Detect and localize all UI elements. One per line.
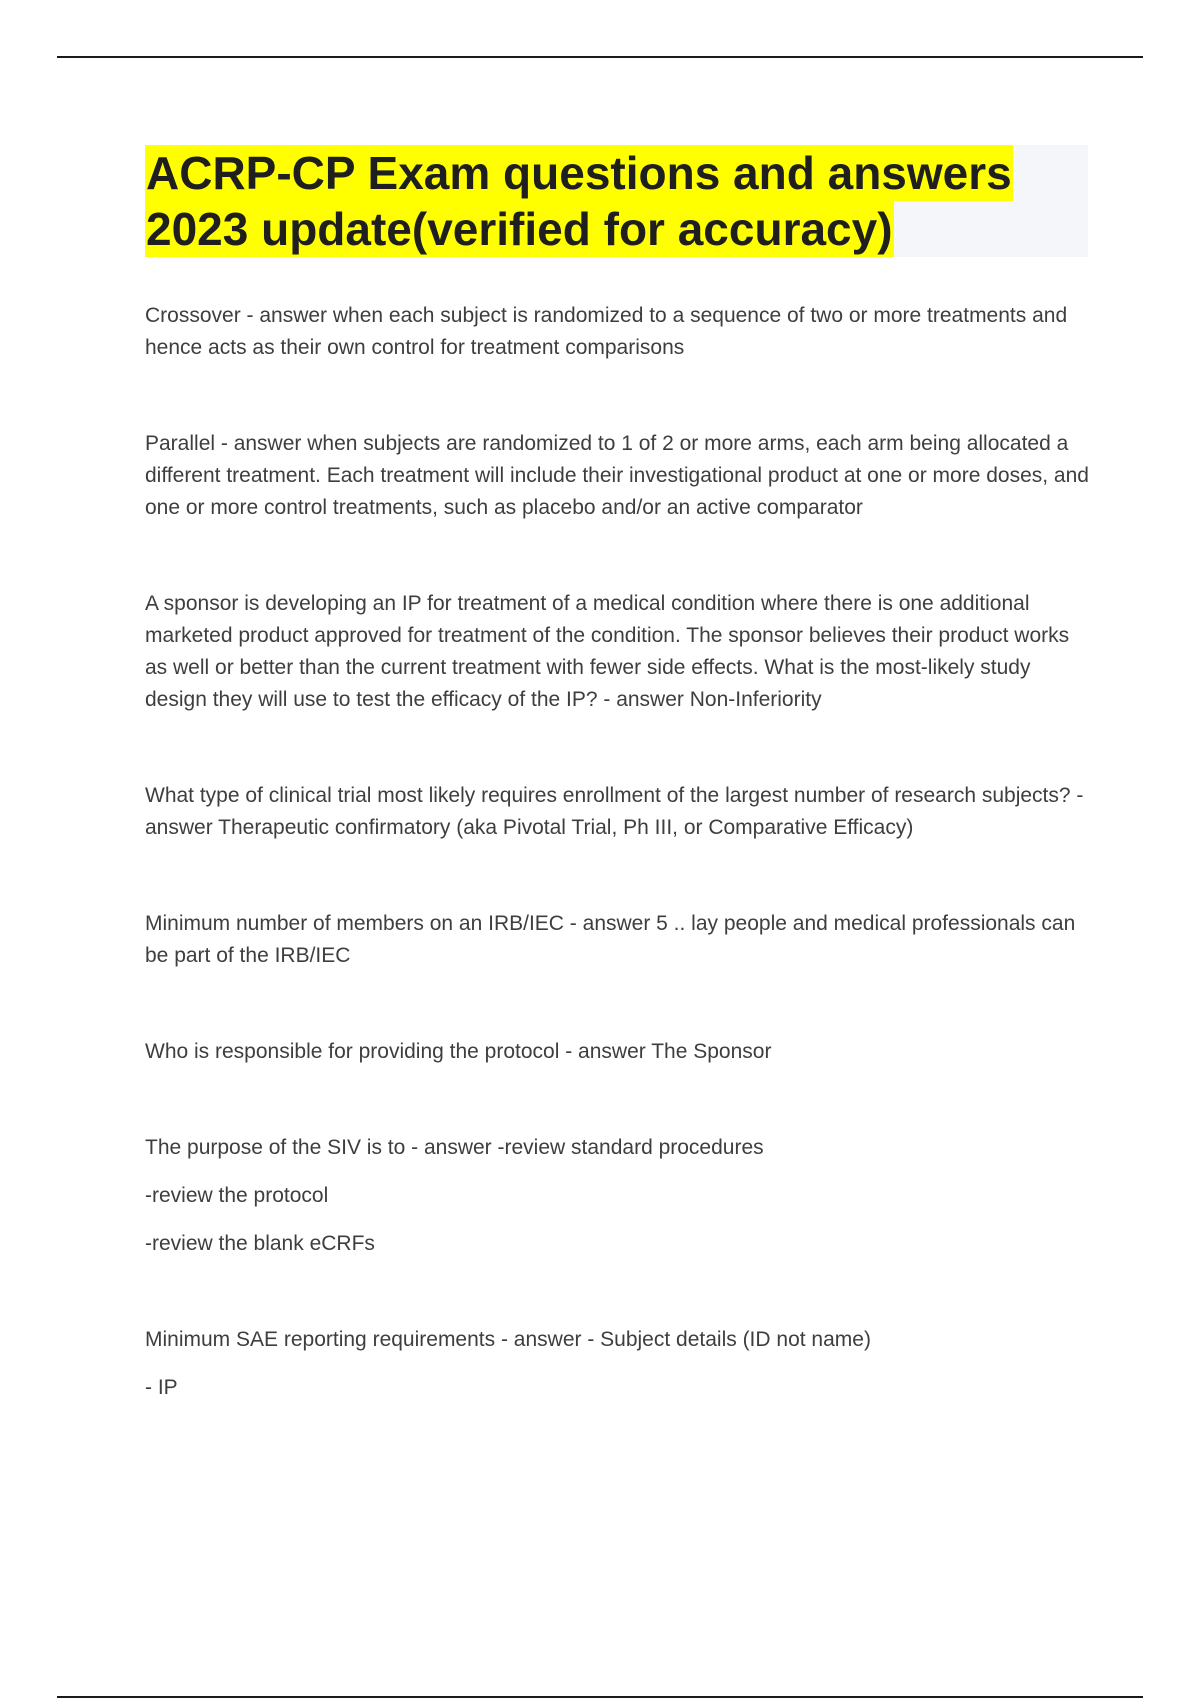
qa-item-non-inferiority xyxy=(145,588,1090,716)
qa-text: What type of clinical trial most likely requires enrollment of the largest number of research subjects? - answer Therapeutic confirmatory (aka Pivotal Trial, Ph III, or Comparative Efficacy) xyxy=(145,784,1084,839)
qa-list xyxy=(145,300,1090,1404)
qa-text: The purpose of the SIV is to - answer -review standard procedures xyxy=(145,1136,764,1159)
qa-text: Minimum SAE reporting requirements - answer - Subject details (ID not name) xyxy=(145,1328,871,1351)
qa-item-parallel xyxy=(145,428,1090,524)
qa-item-crossover xyxy=(145,300,1090,364)
qa-text: Parallel - answer when subjects are randomized to 1 of 2 or more arms, each arm being allocated a different treatment. Each treatment will include their investigational product at one or more doses, and one or more control treatments, such as placebo and/or an active comparator xyxy=(145,432,1089,519)
qa-text: Minimum number of members on an IRB/IEC - answer 5 .. lay people and medical professionals can be part of the IRB/IEC xyxy=(145,912,1076,967)
qa-text-continuation: -review the protocol xyxy=(145,1184,329,1207)
qa-item-protocol xyxy=(145,1036,1090,1068)
qa-text: Crossover - answer when each subject is randomized to a sequence of two or more treatments and hence acts as their own control for treatment comparisons xyxy=(145,304,1068,359)
document-title xyxy=(145,145,1088,257)
qa-item-siv xyxy=(145,1132,1090,1260)
qa-item-trial-type xyxy=(145,780,1090,844)
qa-text: Who is responsible for providing the protocol - answer The Sponsor xyxy=(145,1040,772,1063)
qa-text-continuation: -review the blank eCRFs xyxy=(145,1232,375,1255)
bottom-divider xyxy=(57,1696,1143,1698)
qa-item-irb-members xyxy=(145,908,1090,972)
qa-text-continuation: - IP xyxy=(145,1376,178,1399)
title-line-1: ACRP-CP Exam questions and answers xyxy=(146,147,1012,199)
title-line-2: 2023 update(verified for accuracy) xyxy=(146,203,893,255)
qa-text: A sponsor is developing an IP for treatment of a medical condition where there is one additional marketed product approved for treatment of the condition. The sponsor believes their product works as well or better than the current treatment with fewer side effects. What is the most-likely study design they will use to test the efficacy of the IP? - answer Non-Inferiority xyxy=(145,592,1070,711)
top-divider xyxy=(57,56,1143,58)
qa-item-sae xyxy=(145,1324,1090,1404)
